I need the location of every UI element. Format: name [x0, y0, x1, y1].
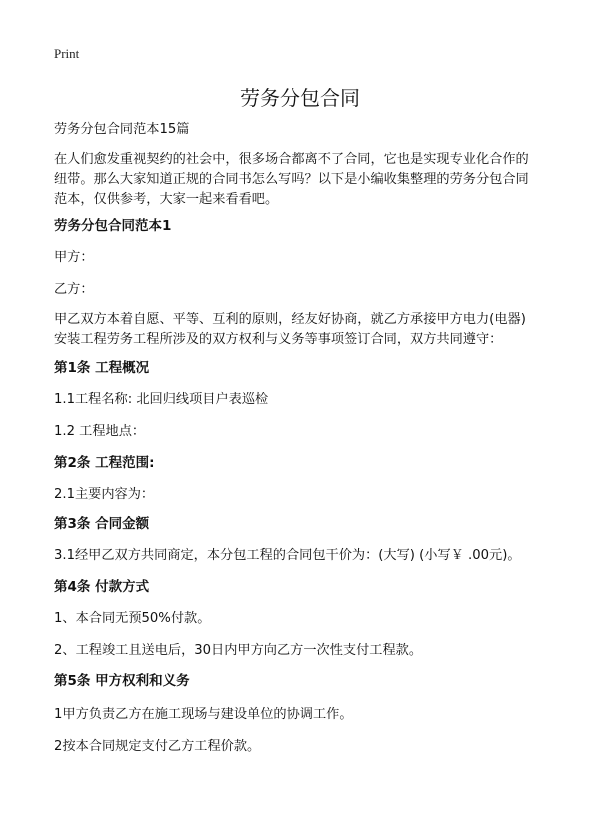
- preamble-paragraph: [54, 310, 554, 350]
- clause-text: 2.1主要内容为：: [54, 487, 155, 502]
- article-heading: 第2条 工程范围:: [54, 455, 155, 471]
- clause-text: 1.2 工程地点：: [54, 424, 146, 439]
- clause-text: 1甲方负责乙方在施工现场与建设单位的协调工作。: [54, 707, 353, 722]
- intro-line: 纽带。那么大家知道正规的合同书怎么写吗？以下是小编收集整理的劳务分包合同: [54, 172, 529, 187]
- clause-text: 1.1工程名称: 北回归线项目户表巡检: [54, 392, 269, 407]
- article-heading: 第4条 付款方式: [54, 579, 150, 595]
- clause-text: 3.1经甲乙双方共同商定，本分包工程的合同包干价为：(大写) (小写￥ .00元)。: [54, 548, 521, 563]
- intro-line: 范本，仅供参考，大家一起来看看吧。: [54, 192, 279, 207]
- clause-text: 1、本合同无预50%付款。: [54, 611, 211, 626]
- section-heading: 劳务分包合同范本1: [54, 218, 172, 234]
- preamble-line: 甲乙双方本着自愿、平等、互利的原则，经友好协商，就乙方承接甲方电力(电器): [54, 312, 526, 327]
- document-subtitle: 劳务分包合同范本15篇: [54, 122, 190, 137]
- print-link[interactable]: Print: [54, 46, 80, 61]
- article-heading: 第3条 合同金额: [54, 516, 150, 532]
- clause-text: 2按本合同规定支付乙方工程价款。: [54, 739, 261, 754]
- party-b-label: 乙方：: [54, 282, 94, 297]
- party-a-label: 甲方：: [54, 250, 94, 265]
- clause-text: 2、工程竣工且送电后，30日内甲方向乙方一次性支付工程款。: [54, 643, 423, 658]
- preamble-line: 安装工程劳务工程所涉及的双方权利与义务等事项签订合同，双方共同遵守：: [54, 332, 503, 347]
- article-heading: 第1条 工程概况: [54, 360, 150, 376]
- intro-line: 在人们愈发重视契约的社会中，很多场合都离不了合同，它也是实现专业化合作的: [54, 152, 529, 167]
- intro-paragraph: [54, 150, 554, 210]
- article-heading: 第5条 甲方权利和义务: [54, 673, 190, 689]
- document-title: 劳务分包合同: [240, 86, 360, 110]
